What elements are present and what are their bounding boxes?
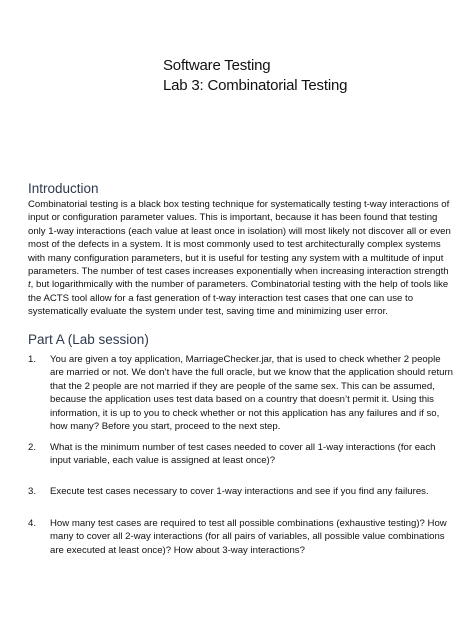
question-item-4 — [28, 517, 456, 557]
intro-text-2: , but logarithmically with the number of parameters. Combinatorial testing with the help of tools like the ACTS tool allow for a fast generation of t-way interaction test cases that one can use to systematically evaluate the system under test, saving time and minimizing user error. — [28, 279, 449, 318]
part-a-heading: Part A (Lab session) — [28, 332, 149, 347]
question-number: 2. — [28, 442, 37, 453]
question-text: Execute test cases necessary to cover 1-way interactions and see if you find any failures. — [50, 486, 429, 497]
question-text: How many test cases are required to test all possible combinations (exhaustive testing)? How many to cover all 2-way interactions (for all pairs of variables, all possible value combinations are executed at least once)? How about 3-way interactions? — [50, 518, 447, 556]
question-number: 4. — [28, 518, 37, 529]
question-item-1 — [28, 353, 456, 433]
intro-italic-t: t — [28, 279, 31, 291]
introduction-heading: Introduction — [28, 181, 99, 196]
question-number: 3. — [28, 486, 37, 497]
lab-title: Lab 3: Combinatorial Testing — [163, 77, 348, 94]
question-item-2 — [28, 441, 456, 468]
question-text: What is the minimum number of test cases needed to cover all 1-way interactions (for each input variable, each value is assigned at least once)? — [50, 442, 436, 467]
introduction-paragraph — [28, 198, 456, 319]
question-item-3 — [28, 485, 456, 498]
document-title — [163, 56, 347, 96]
intro-text-1: Combinatorial testing is a black box testing technique for systematically testing t-way interactions of input or configuration parameter values. This is important, because it has been found that testing only 1-way interactions (each value at least once in isolation) will most likely not discover all or even most of the defects in a system. It is most commonly used to test architecturally complex systems with many configuration parameters, but it is useful for testing any system with a multitude of input parameters. The number of test cases increases exponentially when increasing interaction strength — [28, 199, 451, 278]
course-title: Software Testing — [163, 57, 271, 74]
question-number: 1. — [28, 354, 37, 365]
question-text: You are given a toy application, MarriageChecker.jar, that is used to check whether 2 people are married or not. We don’t have the full oracle, but we know that the application should return that the 2 people are not married if they are people of the same sex. This can be assumed, because the application uses test data based on a country that doesn’t permit it. Using this information, it is up to you to check whether or not this application has any failures and if so, how many? Before you start, proceed to the next step. — [50, 354, 453, 433]
